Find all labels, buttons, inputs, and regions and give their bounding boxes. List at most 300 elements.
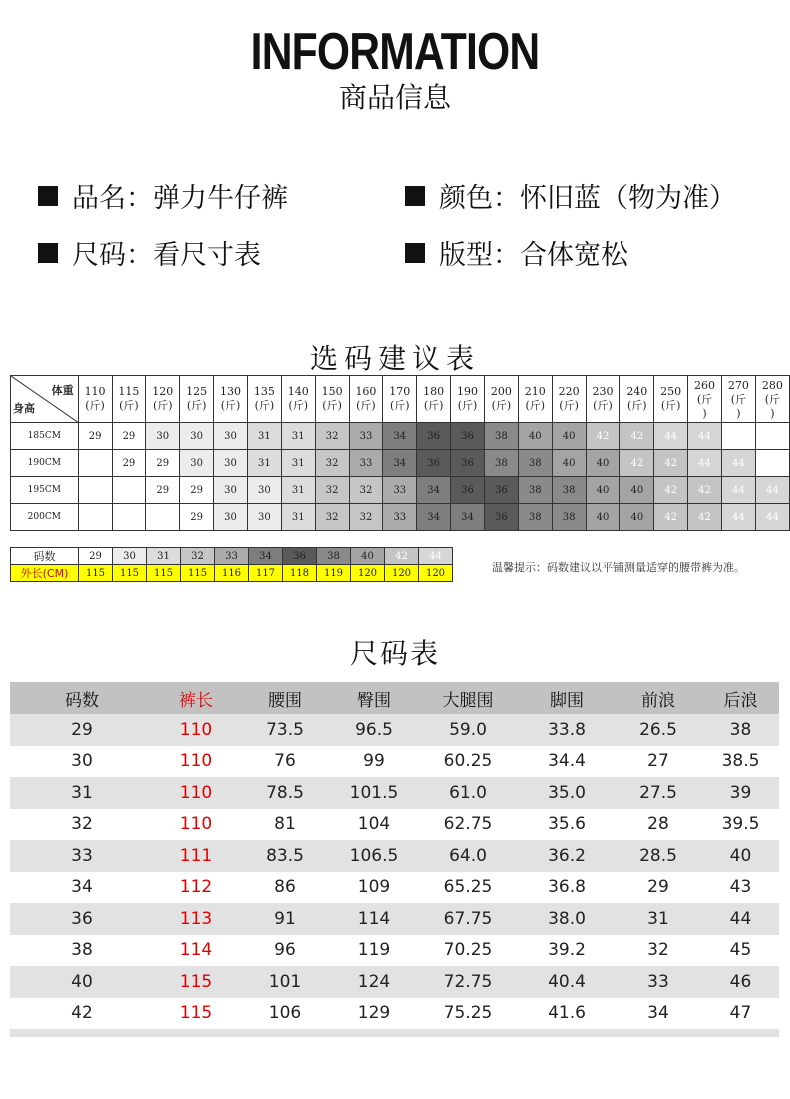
weight-value: 120 xyxy=(152,385,174,398)
title-en: INFORMATION xyxy=(250,23,540,81)
size-cell: 112 xyxy=(179,877,213,898)
rec-cell: 29 xyxy=(146,477,180,504)
size-cell: 39.2 xyxy=(548,940,586,961)
len-length-cell: 118 xyxy=(283,565,317,582)
size-table-row xyxy=(10,998,779,1030)
weight-unit: (斤) xyxy=(220,399,241,412)
rec-cell: 40 xyxy=(552,450,586,477)
weight-unit: ) xyxy=(770,407,775,420)
weight-value: 250 xyxy=(660,385,682,398)
rec-cell: 36 xyxy=(451,450,485,477)
weight-unit: (斤 xyxy=(730,393,747,406)
size-cell: 99 xyxy=(363,751,385,772)
rec-row xyxy=(11,450,790,477)
len-size-label: 码数 xyxy=(11,548,79,565)
weight-header xyxy=(586,376,620,423)
weight-value: 180 xyxy=(423,385,445,398)
rec-cell: 36 xyxy=(451,477,485,504)
rec-cell: 38 xyxy=(484,450,518,477)
size-cell: 45 xyxy=(729,940,752,961)
size-cell: 114 xyxy=(357,908,391,929)
weight-unit: (斤) xyxy=(152,399,173,412)
rec-cell: 29 xyxy=(180,504,214,531)
size-cell: 65.25 xyxy=(443,877,493,898)
size-header-cell: 前浪 xyxy=(641,690,675,711)
size-table xyxy=(10,682,779,1037)
rec-cell: 31 xyxy=(281,423,315,450)
rec-cell: 38 xyxy=(484,423,518,450)
size-cell: 62.75 xyxy=(443,814,493,835)
rec-cell xyxy=(112,477,146,504)
size-table-row xyxy=(10,872,779,904)
len-length-cell: 116 xyxy=(215,565,249,582)
rec-cell: 29 xyxy=(146,450,180,477)
len-size-cell: 31 xyxy=(147,548,181,565)
size-table-row xyxy=(10,809,779,841)
len-length-cell: 115 xyxy=(79,565,113,582)
size-cell: 44 xyxy=(729,908,752,929)
info-fit: 版型：合体宽松 xyxy=(405,233,628,272)
rec-cell: 36 xyxy=(484,477,518,504)
weight-header xyxy=(78,376,112,423)
weight-value: 190 xyxy=(457,385,479,398)
weight-value: 220 xyxy=(558,385,580,398)
rec-cell: 31 xyxy=(281,477,315,504)
size-cell: 114 xyxy=(179,940,213,961)
size-cell: 61.0 xyxy=(449,782,487,803)
rec-row xyxy=(11,423,790,450)
rec-cell: 36 xyxy=(451,423,485,450)
size-table-header xyxy=(10,682,779,714)
rec-cell: 38 xyxy=(518,504,552,531)
weight-value: 270 xyxy=(727,379,749,392)
weight-unit: (斤) xyxy=(423,399,444,412)
size-table-row xyxy=(10,903,779,935)
weight-unit: (斤) xyxy=(322,399,342,412)
len-size-cell: 34 xyxy=(249,548,283,565)
square-bullet-icon xyxy=(38,186,58,206)
weight-value: 280 xyxy=(761,379,783,392)
rec-cell: 33 xyxy=(383,477,417,504)
size-cell: 29 xyxy=(647,877,669,898)
length-table xyxy=(10,547,453,582)
rec-cell: 40 xyxy=(620,477,654,504)
weight-value: 115 xyxy=(118,385,140,398)
rec-cell: 38 xyxy=(552,477,586,504)
size-cell: 115 xyxy=(179,971,213,992)
rec-cell: 32 xyxy=(315,477,349,504)
rec-cell: 29 xyxy=(112,423,146,450)
len-length-cell: 120 xyxy=(351,565,385,582)
square-bullet-icon xyxy=(38,243,58,263)
size-cell: 28.5 xyxy=(639,845,677,866)
len-length-cell: 115 xyxy=(181,565,215,582)
size-cell: 106.5 xyxy=(349,845,399,866)
weight-header xyxy=(349,376,383,423)
size-table-row xyxy=(10,935,779,967)
weight-unit: (斤) xyxy=(593,399,613,412)
len-length-cell: 119 xyxy=(317,565,351,582)
rec-cell: 30 xyxy=(214,450,248,477)
rec-cell: 32 xyxy=(349,477,383,504)
size-cell: 124 xyxy=(357,971,391,992)
size-cell: 110 xyxy=(179,814,213,835)
weight-header xyxy=(146,376,180,423)
weight-header xyxy=(552,376,586,423)
rec-cell: 30 xyxy=(214,504,248,531)
weight-header xyxy=(112,376,146,423)
rec-cell: 32 xyxy=(315,423,349,450)
info-color: 颜色：怀旧蓝（物为准） xyxy=(405,176,736,215)
size-cell: 28 xyxy=(647,814,669,835)
size-cell: 91 xyxy=(274,908,296,929)
weight-unit: (斤) xyxy=(457,399,478,412)
rec-cell: 31 xyxy=(247,423,281,450)
size-cell: 34 xyxy=(647,1003,669,1024)
size-cell: 33.8 xyxy=(548,719,586,740)
size-header-cell: 脚围 xyxy=(550,690,584,711)
weight-value: 135 xyxy=(253,385,275,398)
rec-cell: 32 xyxy=(349,504,383,531)
info-name: 品名：弹力牛仔裤 xyxy=(38,176,288,215)
size-cell: 34 xyxy=(71,877,93,898)
size-cell: 41.6 xyxy=(548,1003,586,1024)
rec-cell: 30 xyxy=(180,423,214,450)
size-cell: 73.5 xyxy=(266,719,304,740)
rec-cell: 30 xyxy=(214,477,248,504)
rec-cell: 40 xyxy=(552,423,586,450)
size-cell: 34.4 xyxy=(548,751,586,772)
size-recommendation-table xyxy=(10,375,790,531)
rec-cell: 33 xyxy=(383,504,417,531)
size-cell: 38 xyxy=(729,719,752,740)
rec-title: 选码建议表 xyxy=(309,342,480,375)
weight-header xyxy=(654,376,688,423)
rec-cell: 42 xyxy=(688,504,722,531)
weight-header xyxy=(180,376,214,423)
size-cell: 30 xyxy=(71,751,93,772)
size-cell: 111 xyxy=(179,845,213,866)
weight-header xyxy=(214,376,248,423)
weight-value: 230 xyxy=(592,385,614,398)
weight-value: 150 xyxy=(321,385,343,398)
weight-unit: (斤) xyxy=(525,399,546,412)
rec-cell: 33 xyxy=(349,423,383,450)
title-cn: 商品信息 xyxy=(338,81,451,114)
len-size-cell: 29 xyxy=(79,548,113,565)
size-cell: 86 xyxy=(274,877,296,898)
weight-value: 210 xyxy=(524,385,546,398)
size-cell: 36.8 xyxy=(548,877,586,898)
size-cell: 110 xyxy=(179,719,213,740)
rec-cell xyxy=(78,450,112,477)
weight-unit: (斤 xyxy=(696,393,713,406)
weight-value: 130 xyxy=(220,385,241,398)
len-size-cell: 38 xyxy=(317,548,351,565)
size-cell: 78.5 xyxy=(266,782,304,803)
rec-cell: 36 xyxy=(484,504,518,531)
weight-unit: (斤) xyxy=(627,399,647,412)
weight-header xyxy=(281,376,315,423)
rec-cell: 36 xyxy=(417,450,451,477)
weight-unit: (斤) xyxy=(390,399,410,412)
rec-cell: 32 xyxy=(315,504,349,531)
weight-header xyxy=(518,376,552,423)
rec-cell: 40 xyxy=(586,477,620,504)
size-table-row xyxy=(10,840,779,872)
rec-cell: 30 xyxy=(214,423,248,450)
size-cell: 96.5 xyxy=(355,719,393,740)
len-length-label: 外长(CM) xyxy=(11,565,79,582)
rec-cell: 40 xyxy=(586,450,620,477)
rec-cell: 40 xyxy=(518,423,552,450)
rec-cell: 42 xyxy=(620,423,654,450)
size-cell: 29 xyxy=(71,719,93,740)
rec-cell: 44 xyxy=(688,450,722,477)
weight-header xyxy=(620,376,654,423)
size-cell: 119 xyxy=(357,940,391,961)
size-cell: 96 xyxy=(274,940,296,961)
size-header-cell: 裤长 xyxy=(179,690,213,711)
size-header-cell: 后浪 xyxy=(723,690,758,711)
weight-header xyxy=(417,376,451,423)
size-cell: 101.5 xyxy=(349,782,399,803)
size-cell: 36.2 xyxy=(548,845,586,866)
size-cell: 129 xyxy=(357,1003,391,1024)
rec-cell xyxy=(755,450,789,477)
size-cell: 38.0 xyxy=(548,908,586,929)
rec-cell xyxy=(78,477,112,504)
weight-header xyxy=(484,376,518,423)
weight-unit: (斤) xyxy=(254,399,275,412)
rec-cell: 31 xyxy=(281,450,315,477)
size-cell: 35.0 xyxy=(548,782,586,803)
size-table-row xyxy=(10,746,779,778)
rec-cell: 34 xyxy=(451,504,485,531)
size-cell: 109 xyxy=(357,877,391,898)
rec-cell: 30 xyxy=(247,477,281,504)
rec-cell xyxy=(755,423,789,450)
len-size-cell: 36 xyxy=(283,548,317,565)
weight-header xyxy=(688,376,722,423)
size-cell: 83.5 xyxy=(266,845,304,866)
weight-value: 240 xyxy=(626,385,648,398)
rec-cell: 31 xyxy=(281,504,315,531)
size-cell: 75.25 xyxy=(443,1003,493,1024)
len-size-cell: 33 xyxy=(215,548,249,565)
info-size: 尺码：看尺寸表 xyxy=(38,233,261,272)
size-cell: 76 xyxy=(274,751,296,772)
size-header-cell: 腰围 xyxy=(268,690,302,711)
weight-header xyxy=(721,376,755,423)
size-cell: 104 xyxy=(357,814,391,835)
weight-value: 125 xyxy=(186,385,208,398)
rec-cell: 34 xyxy=(383,450,417,477)
rec-cell: 32 xyxy=(315,450,349,477)
size-cell: 113 xyxy=(179,908,213,929)
rec-cell: 44 xyxy=(755,477,789,504)
rec-cell: 44 xyxy=(721,504,755,531)
rec-cell: 38 xyxy=(518,450,552,477)
size-cell: 26.5 xyxy=(639,719,677,740)
corner-height-label: 身高 xyxy=(13,402,35,415)
height-label: 200CM xyxy=(11,504,79,531)
size-header-cell: 码数 xyxy=(65,690,99,711)
size-cell: 32 xyxy=(71,814,93,835)
rec-cell: 44 xyxy=(688,423,722,450)
rec-cell: 40 xyxy=(620,504,654,531)
tip-text: 温馨提示：码数建议以平铺测量适穿的腰带裤为准。 xyxy=(492,561,745,574)
weight-unit: (斤) xyxy=(491,399,512,412)
height-label: 190CM xyxy=(11,450,79,477)
size-cell: 59.0 xyxy=(449,719,487,740)
rec-cell xyxy=(78,504,112,531)
rec-cell: 38 xyxy=(552,504,586,531)
square-bullet-icon xyxy=(405,243,425,263)
rec-cell xyxy=(112,504,146,531)
weight-unit: (斤) xyxy=(660,399,681,412)
size-cell: 101 xyxy=(268,971,302,992)
len-length-cell: 120 xyxy=(419,565,453,582)
weight-value: 200 xyxy=(490,385,512,398)
size-cell: 110 xyxy=(179,782,213,803)
size-cell: 38.5 xyxy=(721,751,760,772)
rec-cell: 38 xyxy=(518,477,552,504)
size-title: 尺码表 xyxy=(349,637,440,670)
size-cell: 27.5 xyxy=(639,782,677,803)
size-cell: 64.0 xyxy=(449,845,487,866)
rec-cell: 30 xyxy=(247,504,281,531)
rec-cell: 29 xyxy=(180,477,214,504)
size-cell: 115 xyxy=(179,1003,213,1024)
size-cell: 67.75 xyxy=(443,908,493,929)
weight-header xyxy=(755,376,789,423)
size-cell: 110 xyxy=(179,751,213,772)
weight-header xyxy=(451,376,485,423)
len-length-cell: 115 xyxy=(147,565,181,582)
size-cell: 60.25 xyxy=(443,751,493,772)
rec-cell: 42 xyxy=(688,477,722,504)
weight-unit: (斤) xyxy=(288,399,309,412)
rec-cell: 44 xyxy=(721,450,755,477)
height-label: 185CM xyxy=(11,423,79,450)
rec-cell: 44 xyxy=(755,504,789,531)
size-cell: 33 xyxy=(71,845,93,866)
rec-cell xyxy=(146,504,180,531)
size-cell: 40.4 xyxy=(548,971,586,992)
rec-cell: 34 xyxy=(383,423,417,450)
size-cell: 27 xyxy=(647,751,669,772)
weight-value: 160 xyxy=(355,385,377,398)
table-corner xyxy=(11,376,79,423)
rec-cell: 40 xyxy=(586,504,620,531)
size-cell: 36 xyxy=(71,908,93,929)
size-cell: 31 xyxy=(647,908,669,929)
rec-cell: 44 xyxy=(721,477,755,504)
len-size-cell: 32 xyxy=(181,548,215,565)
len-size-cell: 40 xyxy=(351,548,385,565)
weight-unit: ) xyxy=(702,407,707,420)
size-cell: 46 xyxy=(729,971,752,992)
weight-value: 140 xyxy=(287,385,309,398)
height-label: 195CM xyxy=(11,477,79,504)
rec-cell: 29 xyxy=(112,450,146,477)
rec-cell: 31 xyxy=(247,450,281,477)
size-table-row xyxy=(10,714,779,746)
size-cell: 47 xyxy=(729,1003,752,1024)
rec-cell: 42 xyxy=(586,423,620,450)
weight-unit: (斤) xyxy=(119,399,139,412)
rec-cell: 42 xyxy=(654,450,688,477)
size-cell: 31 xyxy=(71,782,93,803)
rec-cell: 33 xyxy=(349,450,383,477)
weight-value: 110 xyxy=(84,385,106,398)
rec-cell: 30 xyxy=(180,450,214,477)
size-cell: 43 xyxy=(729,877,752,898)
rec-cell: 36 xyxy=(417,423,451,450)
rec-cell: 30 xyxy=(146,423,180,450)
len-size-cell: 42 xyxy=(385,548,419,565)
size-cell: 32 xyxy=(647,940,669,961)
rec-cell: 34 xyxy=(417,477,451,504)
size-cell: 39.5 xyxy=(721,814,760,835)
size-table-row xyxy=(10,777,779,809)
size-cell: 81 xyxy=(274,814,296,835)
rec-row xyxy=(11,504,790,531)
weight-unit: (斤 xyxy=(764,393,781,406)
weight-value: 260 xyxy=(694,379,716,392)
weight-unit: (斤) xyxy=(356,399,376,412)
size-table-row xyxy=(10,966,779,998)
weight-unit: (斤) xyxy=(186,399,207,412)
size-cell: 72.75 xyxy=(443,971,493,992)
len-length-cell: 117 xyxy=(249,565,283,582)
weight-header xyxy=(247,376,281,423)
len-size-cell: 30 xyxy=(113,548,147,565)
rec-cell xyxy=(721,423,755,450)
weight-value: 170 xyxy=(389,385,411,398)
size-cell: 70.25 xyxy=(443,940,493,961)
rec-cell: 42 xyxy=(654,477,688,504)
size-cell: 106 xyxy=(268,1003,302,1024)
size-cell: 40 xyxy=(729,845,752,866)
rec-cell: 34 xyxy=(417,504,451,531)
size-cell: 40 xyxy=(71,971,93,992)
size-header-cell: 臀围 xyxy=(357,690,391,711)
weight-unit: (斤) xyxy=(85,399,105,412)
weight-header xyxy=(315,376,349,423)
corner-weight-label: 体重 xyxy=(51,384,74,397)
weight-unit: (斤) xyxy=(559,399,579,412)
rec-cell: 42 xyxy=(654,504,688,531)
size-cell: 42 xyxy=(71,1003,93,1024)
size-cell: 38 xyxy=(71,940,93,961)
square-bullet-icon xyxy=(405,186,425,206)
rec-cell: 29 xyxy=(78,423,112,450)
len-length-cell: 115 xyxy=(113,565,147,582)
size-cell: 33 xyxy=(647,971,669,992)
len-length-cell: 120 xyxy=(385,565,419,582)
weight-unit: ) xyxy=(736,407,741,420)
size-table-footer xyxy=(10,1029,779,1037)
rec-row xyxy=(11,477,790,504)
len-size-cell: 44 xyxy=(419,548,453,565)
rec-cell: 44 xyxy=(654,423,688,450)
weight-header xyxy=(383,376,417,423)
size-cell: 39 xyxy=(729,782,752,803)
size-header-cell: 大腿围 xyxy=(442,690,494,711)
rec-cell: 42 xyxy=(620,450,654,477)
